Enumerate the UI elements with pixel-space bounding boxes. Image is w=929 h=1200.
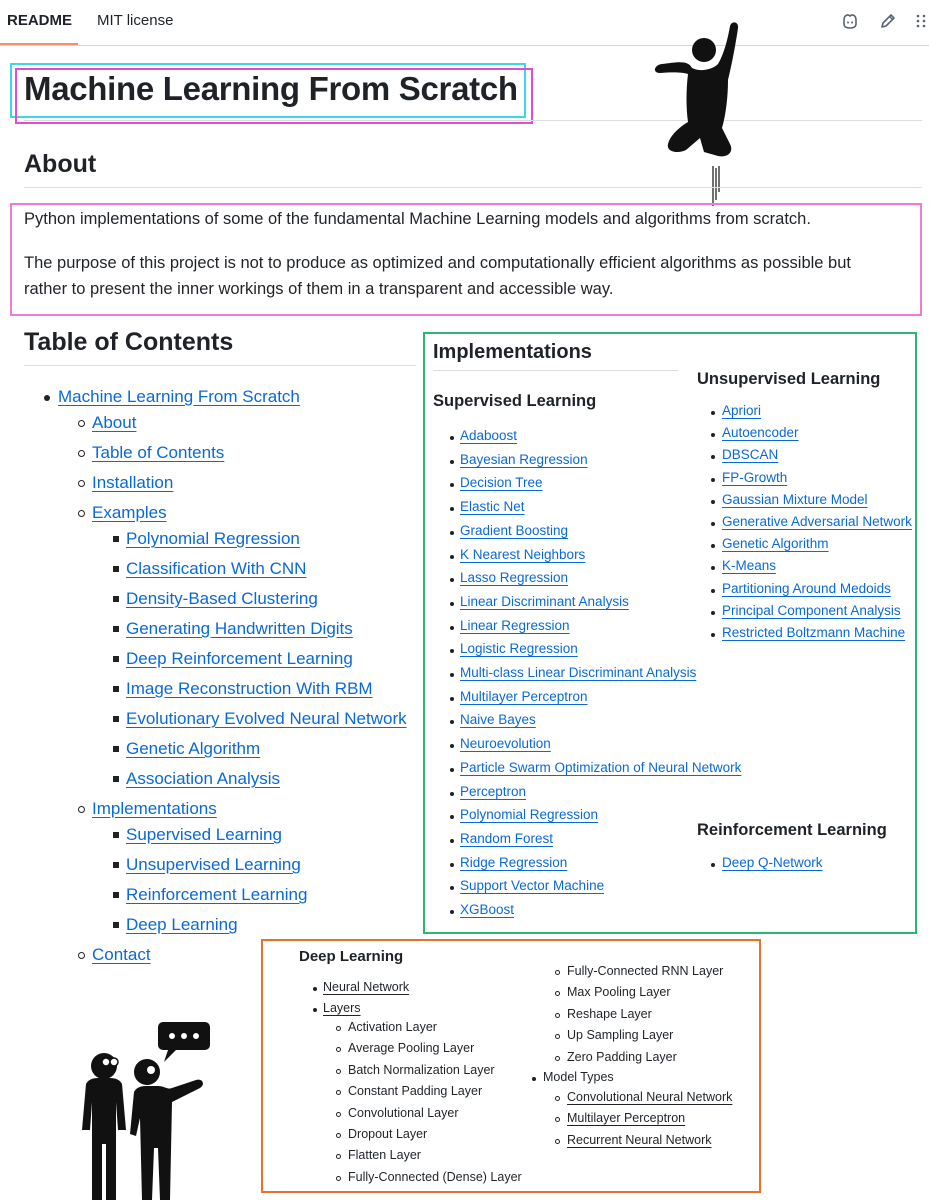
- toc-link-table-of-contents[interactable]: Table of Contents: [92, 443, 225, 462]
- layer-item: Flatten Layer: [348, 1148, 421, 1163]
- bullet-icon: [711, 633, 715, 637]
- pencil-icon[interactable]: [878, 11, 898, 31]
- layer-item: Dropout Layer: [348, 1127, 428, 1141]
- bullet-icon: [113, 566, 119, 572]
- layer-item: Constant Padding Layer: [348, 1084, 483, 1099]
- impl-link-gradient-boosting[interactable]: Gradient Boosting: [460, 522, 569, 538]
- bullet-icon: [711, 522, 715, 526]
- bullet-icon: [450, 460, 454, 464]
- about-paragraph-2-line-1: The purpose of this project is not to produce as optimized and computationally efficient algorithms as possible but: [24, 254, 851, 272]
- bullet-icon: [555, 1013, 560, 1018]
- bullet-icon: [711, 611, 715, 615]
- bullet-icon: [78, 450, 85, 457]
- file-tab-bar: [0, 0, 929, 46]
- impl-link-particle-swarm-optimization-of-neural-network[interactable]: Particle Swarm Optimization of Neural Network: [460, 759, 742, 775]
- impl-link-support-vector-machine[interactable]: Support Vector Machine: [460, 878, 605, 894]
- toc-link-reinforcement-learning[interactable]: Reinforcement Learning: [126, 885, 308, 904]
- toc-link-deep-learning[interactable]: Deep Learning: [126, 915, 238, 934]
- dl-link-convolutional-neural-network[interactable]: Convolutional Neural Network: [567, 1090, 733, 1104]
- impl-link-elastic-net[interactable]: Elastic Net: [460, 499, 525, 515]
- bullet-icon: [113, 776, 119, 782]
- toc-link-implementations[interactable]: Implementations: [92, 799, 217, 818]
- bullet-icon: [450, 697, 454, 701]
- bullet-icon: [113, 922, 119, 928]
- about-paragraph-2-line-2: rather to present the inner workings of them in a transparent and accessible way.: [24, 280, 614, 298]
- impl-link-naive-bayes[interactable]: Naive Bayes: [460, 712, 536, 728]
- toc-link-contact[interactable]: Contact: [92, 945, 151, 964]
- impl-link-adaboost[interactable]: Adaboost: [460, 428, 518, 443]
- toc-heading: Table of Contents: [24, 328, 234, 356]
- impl-link-generative-adversarial-network[interactable]: Generative Adversarial Network: [722, 514, 912, 529]
- layer-item: Zero Padding Layer: [567, 1049, 677, 1064]
- bullet-icon: [113, 626, 119, 632]
- toc-link-supervised-learning[interactable]: Supervised Learning: [126, 825, 282, 844]
- bullet-icon: [113, 892, 119, 898]
- bullet-icon: [336, 1112, 341, 1117]
- dl-link-multilayer-perceptron[interactable]: Multilayer Perceptron: [567, 1111, 686, 1126]
- bullet-icon: [78, 510, 85, 517]
- layer-item: Convolutional Layer: [348, 1105, 459, 1120]
- impl-link-bayesian-regression[interactable]: Bayesian Regression: [460, 451, 588, 467]
- toc-link-image-reconstruction-with-rbm[interactable]: Image Reconstruction With RBM: [126, 679, 373, 698]
- toc-link-classification-with-cnn[interactable]: Classification With CNN: [126, 559, 307, 578]
- impl-link-genetic-algorithm[interactable]: Genetic Algorithm: [722, 536, 829, 552]
- impl-link-apriori[interactable]: Apriori: [722, 403, 762, 418]
- active-tab-indicator: [0, 43, 78, 45]
- layer-item: Fully-Connected (Dense) Layer: [348, 1169, 522, 1184]
- bullet-icon: [313, 1008, 317, 1012]
- more-icon[interactable]: [914, 11, 926, 31]
- toc-link-evolutionary-evolved-neural-network[interactable]: Evolutionary Evolved Neural Network: [126, 709, 407, 728]
- bullet-icon: [44, 395, 50, 401]
- tab-mit-license[interactable]: MIT license: [97, 12, 174, 29]
- impl-link-deep-q-network[interactable]: Deep Q-Network: [722, 855, 823, 870]
- impl-link-multi-class-linear-discriminant-analysis[interactable]: Multi-class Linear Discriminant Analysis: [460, 665, 697, 680]
- impl-link-gaussian-mixture-model[interactable]: Gaussian Mixture Model: [722, 491, 868, 507]
- impl-link-k-means[interactable]: K-Means: [722, 558, 777, 574]
- model-types-label: Model Types: [543, 1070, 614, 1084]
- bullet-icon: [711, 863, 715, 867]
- impl-link-linear-discriminant-analysis[interactable]: Linear Discriminant Analysis: [460, 593, 629, 609]
- bullet-icon: [555, 1056, 560, 1061]
- bullet-icon: [113, 862, 119, 868]
- bullet-icon: [113, 746, 119, 752]
- copilot-icon[interactable]: [840, 11, 860, 31]
- bullet-icon: [555, 1096, 560, 1101]
- impl-link-random-forest[interactable]: Random Forest: [460, 830, 554, 846]
- layer-item: Batch Normalization Layer: [348, 1062, 495, 1077]
- title-divider: [24, 120, 922, 121]
- toc-link-about[interactable]: About: [92, 413, 137, 432]
- bullet-icon: [711, 478, 715, 482]
- layer-item: Reshape Layer: [567, 1006, 652, 1021]
- deep-learning-heading: Deep Learning: [299, 948, 404, 965]
- layer-item: Average Pooling Layer: [348, 1041, 475, 1056]
- dl-link-recurrent-neural-network[interactable]: Recurrent Neural Network: [567, 1132, 712, 1147]
- bullet-icon: [450, 436, 454, 440]
- toc-link-polynomial-regression[interactable]: Polynomial Regression: [126, 529, 300, 548]
- bullet-icon: [113, 656, 119, 662]
- bullet-icon: [450, 531, 454, 535]
- bullet-icon: [78, 480, 85, 487]
- supervised-learning-heading: Supervised Learning: [433, 392, 597, 410]
- toc-link-unsupervised-learning[interactable]: Unsupervised Learning: [126, 855, 301, 874]
- bullet-icon: [313, 987, 317, 991]
- dl-link-neural-network[interactable]: Neural Network: [323, 980, 410, 994]
- impl-link-dbscan[interactable]: DBSCAN: [722, 447, 779, 463]
- impl-link-xgboost[interactable]: XGBoost: [460, 902, 515, 917]
- bullet-icon: [78, 420, 85, 427]
- layer-item: Max Pooling Layer: [567, 985, 671, 1000]
- bullet-icon: [450, 602, 454, 606]
- implementations-heading: Implementations: [433, 341, 592, 363]
- bullet-icon: [450, 910, 454, 914]
- impl-link-multilayer-perceptron[interactable]: Multilayer Perceptron: [460, 688, 588, 704]
- impl-link-k-nearest-neighbors[interactable]: K Nearest Neighbors: [460, 546, 586, 562]
- bullet-icon: [711, 411, 715, 415]
- bullet-icon: [450, 863, 454, 867]
- toc-link-examples[interactable]: Examples: [92, 503, 167, 522]
- implementations-divider: [433, 370, 678, 371]
- bullet-icon: [336, 1133, 341, 1138]
- toc-link-genetic-algorithm[interactable]: Genetic Algorithm: [126, 739, 261, 758]
- dl-link-layers[interactable]: Layers: [323, 1001, 361, 1015]
- toc-link-deep-reinforcement-learning[interactable]: Deep Reinforcement Learning: [126, 649, 353, 668]
- bullet-icon: [336, 1069, 341, 1074]
- bullet-icon: [113, 536, 119, 542]
- impl-link-fp-growth[interactable]: FP-Growth: [722, 469, 788, 485]
- about-paragraph-1: Python implementations of some of the fundamental Machine Learning models and algorithms from scratch.: [24, 210, 811, 228]
- bullet-icon: [113, 596, 119, 602]
- layer-item: Fully-Connected RNN Layer: [567, 964, 724, 978]
- impl-link-perceptron[interactable]: Perceptron: [460, 783, 527, 799]
- about-divider: [24, 187, 922, 188]
- jumping-person-icon: [648, 20, 744, 210]
- bullet-icon: [450, 673, 454, 677]
- bullet-icon: [78, 952, 85, 959]
- bullet-icon: [450, 626, 454, 630]
- tab-readme[interactable]: README: [7, 12, 73, 29]
- impl-link-decision-tree[interactable]: Decision Tree: [460, 475, 543, 491]
- about-heading: About: [24, 150, 97, 178]
- bullet-icon: [113, 832, 119, 838]
- bullet-icon: [450, 555, 454, 559]
- bullet-icon: [450, 768, 454, 772]
- impl-link-polynomial-regression[interactable]: Polynomial Regression: [460, 807, 599, 823]
- bullet-icon: [113, 716, 119, 722]
- toc-link-installation[interactable]: Installation: [92, 473, 174, 492]
- impl-link-linear-regression[interactable]: Linear Regression: [460, 617, 570, 633]
- people-talking-icon: [76, 1018, 216, 1200]
- unsupervised-learning-heading: Unsupervised Learning: [697, 370, 881, 388]
- bullet-icon: [711, 589, 715, 593]
- layer-item: Activation Layer: [348, 1020, 437, 1034]
- bullet-icon: [336, 1026, 341, 1031]
- bullet-icon: [336, 1176, 341, 1181]
- impl-link-neuroevolution[interactable]: Neuroevolution: [460, 736, 551, 752]
- layer-item: Up Sampling Layer: [567, 1028, 674, 1043]
- bullet-icon: [555, 1139, 560, 1144]
- impl-link-partitioning-around-medoids[interactable]: Partitioning Around Medoids: [722, 580, 891, 596]
- toc-divider: [24, 365, 416, 366]
- toc-link-generating-handwritten-digits[interactable]: Generating Handwritten Digits: [126, 619, 353, 638]
- bullet-icon: [78, 806, 85, 813]
- bullet-icon: [450, 792, 454, 796]
- impl-link-logistic-regression[interactable]: Logistic Regression: [460, 641, 578, 657]
- impl-link-autoencoder[interactable]: Autoencoder: [722, 425, 799, 441]
- bullet-icon: [113, 686, 119, 692]
- bullet-icon: [450, 839, 454, 843]
- impl-link-lasso-regression[interactable]: Lasso Regression: [460, 570, 569, 586]
- reinforcement-learning-heading: Reinforcement Learning: [697, 821, 887, 839]
- impl-link-ridge-regression[interactable]: Ridge Regression: [460, 854, 568, 870]
- bullet-icon: [532, 1077, 536, 1081]
- toc-link-machine-learning-from-scratch[interactable]: Machine Learning From Scratch: [58, 387, 300, 406]
- bullet-icon: [555, 970, 560, 975]
- impl-link-principal-component-analysis[interactable]: Principal Component Analysis: [722, 602, 901, 618]
- impl-link-restricted-boltzmann-machine[interactable]: Restricted Boltzmann Machine: [722, 625, 906, 640]
- bullet-icon: [711, 500, 715, 504]
- toc-link-density-based-clustering[interactable]: Density-Based Clustering: [126, 589, 318, 608]
- page-title: Machine Learning From Scratch: [24, 70, 518, 107]
- toc-link-association-analysis[interactable]: Association Analysis: [126, 769, 281, 788]
